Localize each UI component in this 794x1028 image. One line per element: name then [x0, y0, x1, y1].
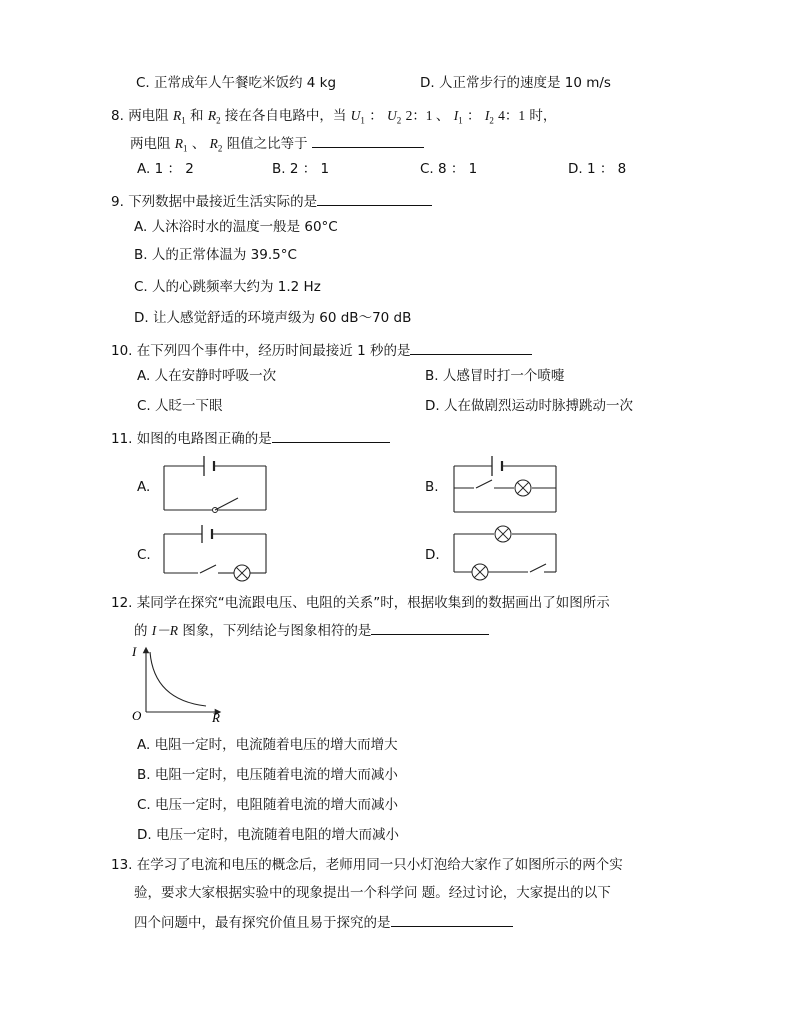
q12-text-2b: 图象，下列结论与图象相符的是: [182, 623, 372, 639]
answer-blank[interactable]: [371, 620, 489, 635]
switch-icon: [200, 565, 216, 573]
q12-var: I－R: [151, 623, 179, 638]
q8-u1-sub: 1: [360, 115, 365, 126]
q8-option-b: B. 2 ： 1: [272, 161, 330, 177]
q8-text-b: 接在各自电路中，当: [224, 108, 347, 124]
inverse-curve: [150, 652, 206, 706]
q13-line2: 验，要求大家根据实验中的现象提出一个科学问 题。经过讨论，大家提出的以下: [134, 885, 611, 901]
q8-option-a: A. 1 ： 2: [137, 161, 194, 177]
q13-number: 13.: [111, 857, 133, 873]
q11-label-d: D.: [425, 547, 440, 563]
q8-i1-sub: 1: [458, 115, 463, 126]
q7-option-d: D. 人正常步行的速度是 10 m/s: [420, 75, 611, 91]
lamp-icon: [515, 480, 531, 496]
circuit-diagram-b[interactable]: [448, 452, 563, 520]
lamp-icon: [234, 565, 250, 581]
battery-icon: [202, 525, 212, 543]
battery-icon: [492, 456, 502, 476]
q8-text: 两电阻: [128, 108, 169, 124]
q10-option-b: B. 人感冒时打一个喷嚏: [425, 368, 565, 384]
answer-blank[interactable]: [272, 428, 390, 443]
circuit-diagram-d[interactable]: [448, 522, 563, 584]
q12-number: 12.: [111, 595, 133, 611]
q7-option-c: C. 正常成年人午餐吃米饭约 4 kg: [136, 75, 337, 91]
q8-line2-r1: R: [174, 136, 184, 151]
q8-ratio2: 4：1: [498, 108, 526, 123]
q12-text-1: 某同学在探究“电流跟电压、电阻的关系”时，根据收集到的数据画出了如图所示: [136, 595, 610, 611]
q8-option-d: D. 1 ： 8: [568, 161, 627, 177]
answer-blank[interactable]: [391, 912, 513, 927]
q8-colon2: ：: [467, 108, 481, 124]
q11-label-b: B.: [425, 479, 439, 495]
q12-option-a: A. 电阻一定时，电流随着电压的增大而增大: [137, 737, 398, 753]
q8-line2-r2-sub: 2: [217, 143, 223, 154]
q13-line1: [111, 856, 623, 874]
q11-label-a: A.: [137, 479, 151, 495]
q8-option-c: C. 8 ： 1: [420, 161, 478, 177]
q12-option-d: D. 电压一定时，电流随着电阻的增大而减小: [137, 827, 399, 843]
q9-option-b: B. 人的正常体温为 39.5°C: [134, 247, 297, 263]
q8-and: 和: [190, 108, 204, 124]
q8-line2-r2: R: [209, 136, 218, 151]
y-axis-label: I: [132, 644, 137, 659]
q8-u2-sub: 2: [396, 115, 402, 126]
q9-option-d: D. 让人感觉舒适的环境声级为 60 dB～70 dB: [134, 310, 412, 326]
q8-u2: U: [387, 108, 397, 123]
q12-stem-line1: [111, 594, 610, 612]
q10-text: 在下列四个事件中，经历时间最接近 1 秒的是: [136, 343, 411, 359]
q8-ratio1: 2：1 、: [405, 108, 450, 123]
circuit-diagram-a[interactable]: [158, 452, 273, 520]
q10-stem: [111, 340, 532, 360]
q8-r1-sub: 1: [181, 115, 186, 126]
circuit-diagram-c[interactable]: [158, 522, 273, 584]
q8-i2: I: [484, 108, 490, 123]
q11-stem: [111, 428, 390, 448]
q8-time: 时，: [529, 108, 557, 124]
q12-option-b: B. 电阻一定时，电压随着电流的增大而减小: [137, 767, 398, 783]
lamp-icon: [495, 526, 511, 542]
q8-number: 8.: [111, 108, 124, 124]
q9-option-a: A. 人沐浴时水的温度一般是 60°C: [134, 219, 338, 235]
q8-stem-line2: [130, 133, 424, 158]
q8-r2-sub: 2: [216, 115, 221, 126]
battery-icon: [204, 456, 214, 476]
x-axis-label: R: [212, 710, 220, 724]
q13-text-3: 四个问题中，最有探究价值且易于探究的是: [134, 915, 391, 931]
q8-line2-r1-sub: 1: [183, 143, 188, 154]
lamp-icon: [472, 564, 488, 580]
i-r-graph: [126, 642, 226, 724]
q9-option-c: C. 人的心跳频率大约为 1.2 Hz: [134, 279, 321, 295]
q8-i1: I: [453, 108, 459, 123]
q8-i2-sub: 2: [489, 115, 494, 126]
q11-text: 如图的电路图正确的是: [136, 431, 272, 447]
q12-text-2a: 的: [134, 623, 148, 639]
q11-number: 11.: [111, 431, 133, 447]
q8-line2-b: 、: [191, 136, 206, 152]
q9-text: 下列数据中最接近生活实际的是: [128, 194, 318, 210]
answer-blank[interactable]: [410, 340, 532, 355]
q8-r2: R: [207, 108, 217, 123]
q10-option-d: D. 人在做剧烈运动时脉搏跳动一次: [425, 398, 633, 414]
q8-line2-c: 阻值之比等于: [226, 136, 308, 152]
switch-icon: [476, 480, 492, 488]
q8-u1: U: [350, 108, 361, 123]
answer-blank[interactable]: [312, 133, 424, 148]
origin-label: O: [132, 708, 142, 723]
answer-blank[interactable]: [317, 191, 432, 206]
q8-colon1: ：: [369, 108, 383, 124]
q10-option-a: A. 人在安静时呼吸一次: [137, 368, 277, 384]
q13-text-1: 在学习了电流和电压的概念后，老师用同一只小灯泡给大家作了如图所示的两个实: [136, 857, 623, 873]
q10-number: 10.: [111, 343, 133, 359]
q12-option-c: C. 电压一定时，电阻随着电流的增大而减小: [137, 797, 399, 813]
q9-stem: [111, 191, 432, 211]
q8-r1: R: [172, 108, 182, 123]
q9-number: 9.: [111, 194, 124, 210]
q11-label-c: C.: [137, 547, 151, 563]
q8-stem-line1: [111, 107, 556, 130]
q12-stem-line2: [134, 620, 489, 640]
q8-line2-a: 两电阻: [130, 136, 171, 152]
switch-icon: [530, 564, 546, 572]
q13-line3: [134, 912, 513, 932]
q10-option-c: C. 人眨一下眼: [137, 398, 223, 414]
